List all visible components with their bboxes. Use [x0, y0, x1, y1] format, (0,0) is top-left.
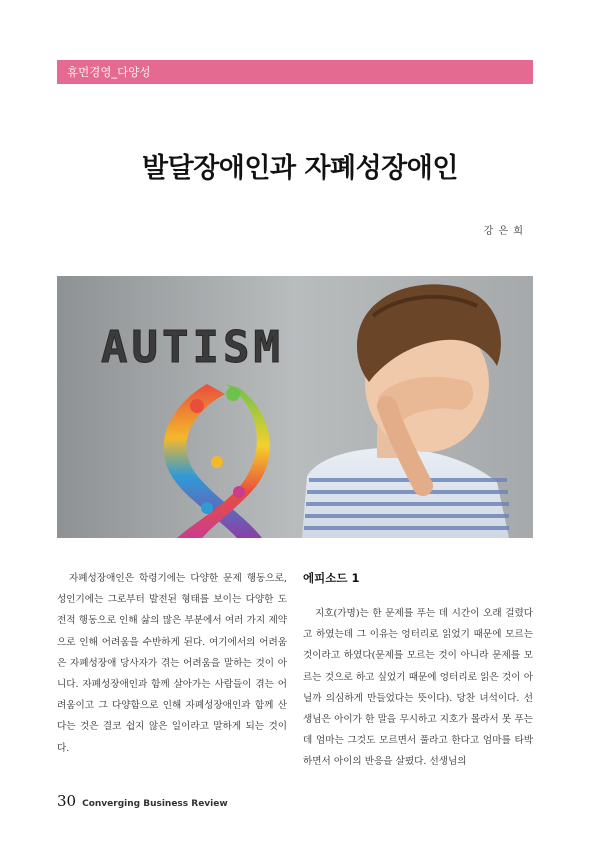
article-photo — [57, 276, 533, 538]
author-name: 강 은 희 — [483, 226, 524, 237]
episode-paragraph: 지호(가명)는 한 문제를 푸는 데 시간이 오래 걸렸다고 하였는데 그 이유는 엉터리로 읽었기 때문에 모르는 것이라고 하였다(문제를 모르는 것이 아니라 문제를 모르는 것으로 하고 싶었기 때문에 엉터리로 읽은 것이 아닐까 의심하게 만들었다는 뜻이다). 당찬 녀석이다. 선생님은 아이가 한 말을 무시하고 지호가 몰라서 못 푸는데 엄마는 그것도 모르면서 풀라고 한다고 엄마를 타박하면서 아이의 반응을 살폈다. 선생님의 — [303, 608, 533, 768]
body-paragraph: 자폐성장애인은 학령기에는 다양한 문제 행동으로, 성인기에는 그로부터 발전된 형태를 보이는 다양한 도전적 행동으로 인해 삶의 많은 부분에서 여러 가지 제약으로 인해 어려움을 수반하게 된다. 여기에서의 어려움은 자폐성장애 당사자가 겪는 어려움을 말하는 것이 아니다. 자폐성장애인과 함께 살아가는 사람들이 겪는 어려움이고 그 다양함으로 인해 자폐성장애인과 함께 산다는 것은 결코 쉽지 않은 일이라고 말하게 되는 것이다. — [57, 573, 287, 754]
section-bar — [57, 60, 533, 84]
journal-name: Converging Business Review — [82, 799, 228, 809]
body-right-column — [303, 568, 533, 773]
article-title: 발달장애인과 자폐성장애인 — [142, 153, 458, 184]
page-footer — [57, 792, 228, 810]
autism-word — [101, 322, 284, 373]
autism-text: AUTISM — [101, 322, 284, 373]
body-left-column — [57, 568, 287, 759]
episode-heading: 에피소드 1 — [303, 571, 360, 585]
page-number: 30 — [57, 792, 77, 810]
section-label: 휴먼경영_다양성 — [67, 65, 151, 79]
